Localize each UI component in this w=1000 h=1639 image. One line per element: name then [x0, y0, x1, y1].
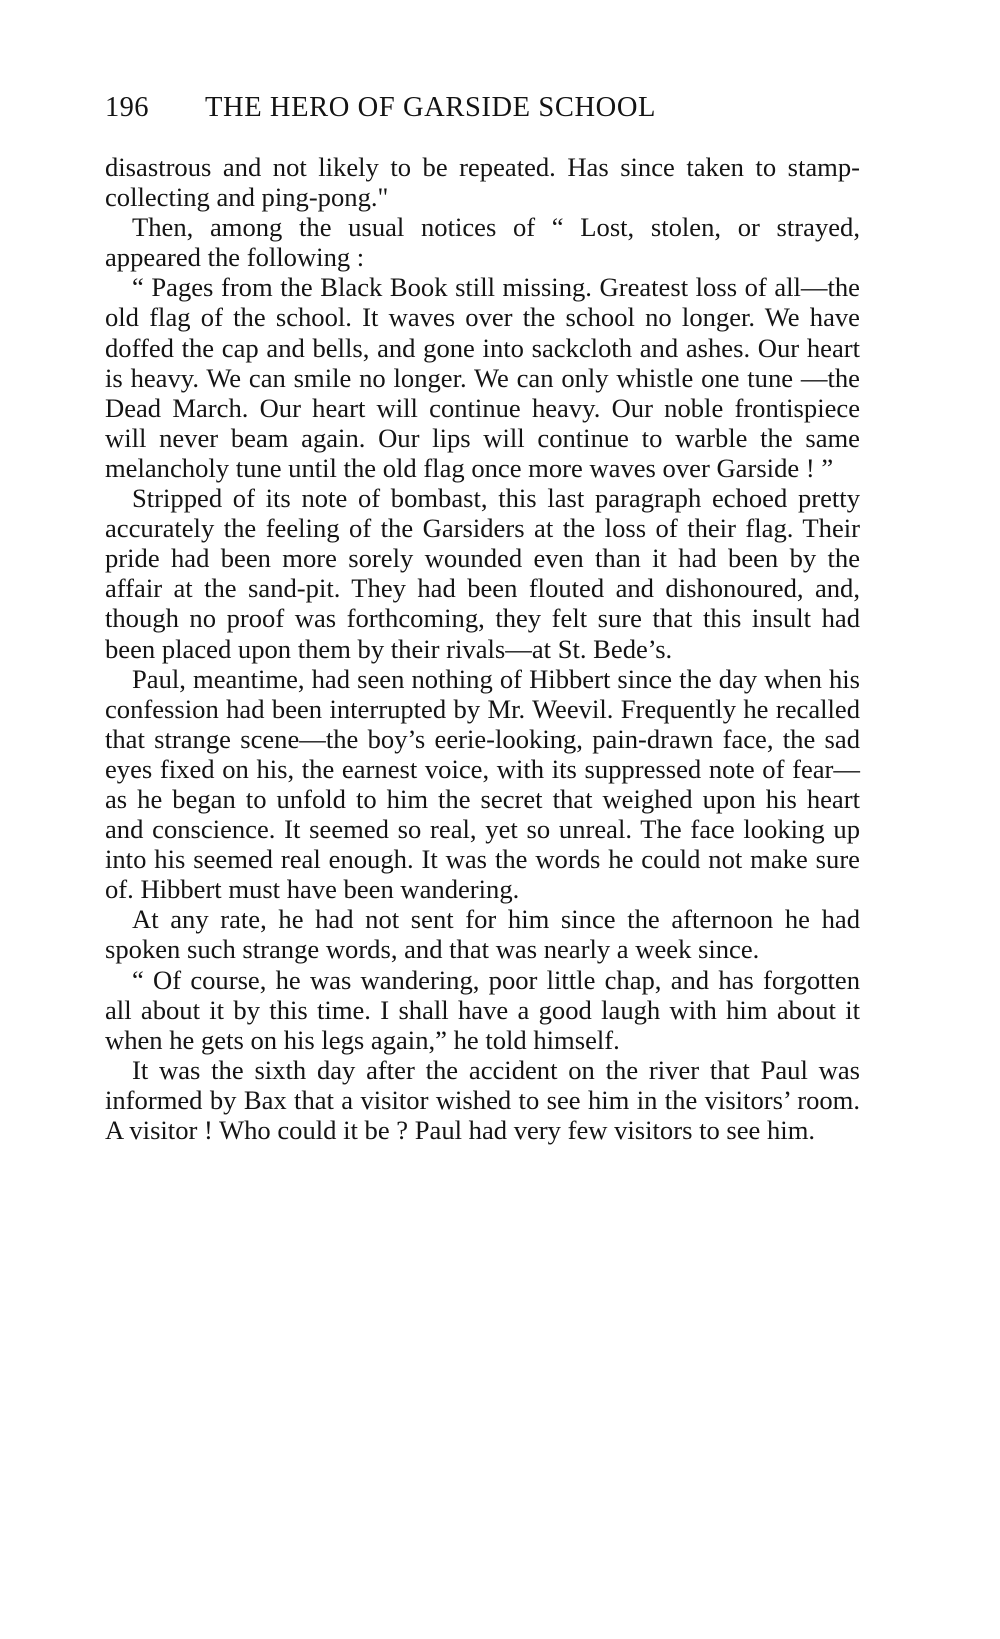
body-text: [105, 152, 860, 1145]
paragraph: It was the sixth day after the accident on the river that Paul was informed by Bax that a visitor wished to see him in the visitors’ room. A visitor ! Who could it be ? Paul had very few visitors to see him.: [105, 1054, 860, 1145]
paragraph: Then, among the usual notices of “ Lost, stolen, or strayed, appeared the following :: [105, 212, 860, 273]
paragraph-quoted-notice: “ Pages from the Black Book still missing. Greatest loss of all—the old flag of the school. It waves over the school no longer. We have doffed the cap and bells, and gone into sackcloth and ashes. Our heart is heavy. We can smile no longer. We can only whistle one tune —the Dead March. Our heart will continue heavy. Our noble frontispiece will never beam again. Our lips will continue to warble the same melancholy tune until the old flag once more waves over Garside ! ”: [105, 272, 860, 483]
paragraph-continuation: disastrous and not likely to be repeated. Has since taken to stamp-collecting and ping-pong.": [105, 152, 860, 213]
paragraph: Paul, meantime, had seen nothing of Hibbert since the day when his confession had been interrupted by Mr. Weevil. Frequently he recalled that strange scene—the boy’s eerie-looking, pain-drawn face, the sad eyes fixed on his, the earnest voice, with its suppressed note of fear— as he began to unfold to him the secret that weighed upon his heart and conscience. It seemed so real, yet so unreal. The face looking up into his seemed real enough. It was the words he could not make sure of. Hibbert must have been wandering.: [105, 663, 860, 905]
book-page: [105, 92, 860, 1145]
page-header: [105, 92, 860, 132]
paragraph: “ Of course, he was wandering, poor little chap, and has forgotten all about it by this time. I shall have a good laugh with him about it when he gets on his legs again,” he told himself.: [105, 964, 860, 1055]
running-title: THE HERO OF GARSIDE SCHOOL: [205, 92, 657, 123]
paragraph: Stripped of its note of bombast, this last paragraph echoed pretty accurately the feeling of the Garsiders at the loss of their flag. Their pride had been more sorely wounded even than it had been by the affair at the sand-pit. They had been flouted and dishonoured, and, though no proof was forthcoming, they felt sure that this insult had been placed upon them by their rivals—at St. Bede’s.: [105, 483, 860, 664]
page-number: 196: [105, 92, 149, 123]
paragraph: At any rate, he had not sent for him since the afternoon he had spoken such strange words, and that was nearly a week since.: [105, 904, 860, 965]
